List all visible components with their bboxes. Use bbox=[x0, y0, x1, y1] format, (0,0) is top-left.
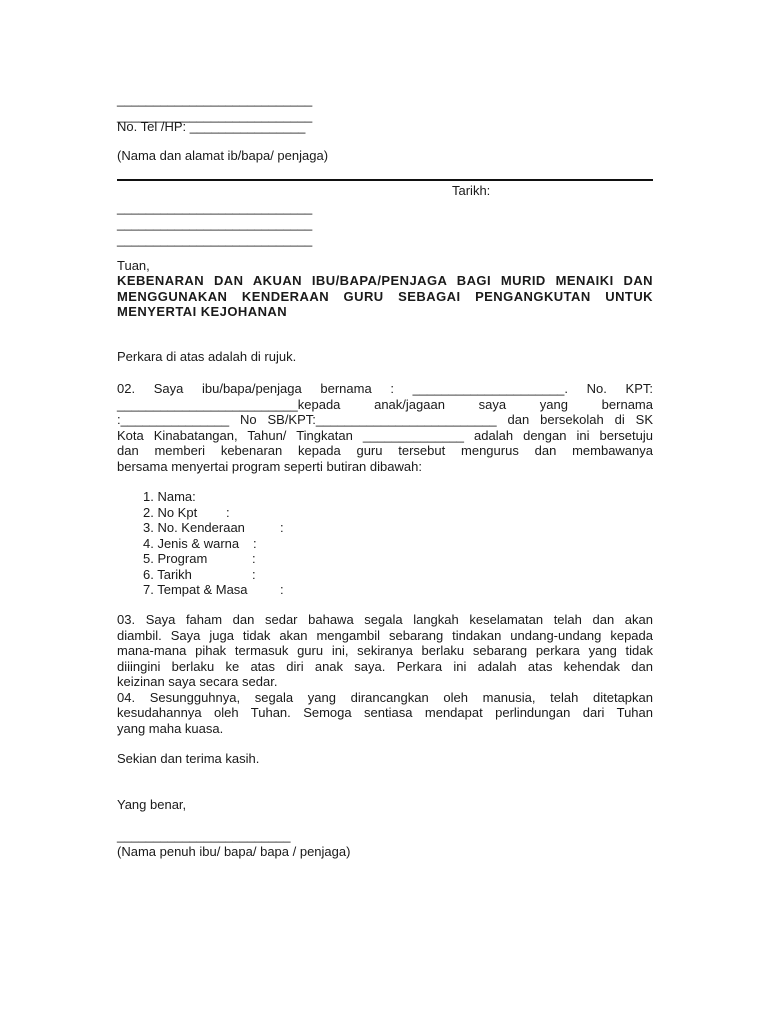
list-item bbox=[143, 582, 284, 598]
para-02-line-1: 02. Saya ibu/bapa/penjaga bernama : _____________________. No. KPT: bbox=[117, 381, 653, 396]
details-list bbox=[143, 489, 284, 598]
sender-address-line-1: ___________________________ bbox=[117, 92, 313, 107]
list-item bbox=[143, 567, 284, 583]
subject-line-2: MENGGUNAKAN KENDERAAN GURU SEBAGAI PENGANGKUTAN UNTUK bbox=[117, 288, 653, 304]
para-02-line-6: bersama menyertai program seperti butiran dibawah: bbox=[117, 458, 422, 474]
para-03-line-2: diambil. Saya juga tidak akan mengambil sebarang tindakan undang-undang kepada bbox=[117, 627, 653, 643]
item-label: 5. Program bbox=[143, 551, 208, 566]
signature-caption: (Nama penuh ibu/ bapa/ bapa / penjaga) bbox=[117, 844, 351, 859]
para-04-line-2: kesudahannya oleh Tuhan. Semoga sentiasa mendapat perlindungan dari Tuhan bbox=[117, 705, 653, 720]
para-03-line-3: mana-mana pihak termasuk guru ini, sekiranya berlaku sebarang perkara yang tidak bbox=[117, 643, 653, 658]
subject-line-3: MENYERTAI KEJOHANAN bbox=[117, 304, 288, 319]
para-02-line-5: dan memberi kebenaran kepada guru tersebut mengurus dan membawanya bbox=[117, 443, 653, 458]
sender-caption: (Nama dan alamat ib/bapa/ penjaga) bbox=[117, 148, 329, 163]
para-04-line-3: yang maha kuasa. bbox=[117, 720, 224, 736]
sender-phone: No. Tel /HP: ________________ bbox=[117, 119, 306, 134]
salutation: Tuan, bbox=[117, 258, 150, 273]
para-03-line-4: diiingini berlaku ke atas diri anak saya. Perkara ini adalah atas kehendak dan bbox=[117, 658, 653, 674]
separator-rule bbox=[117, 179, 653, 181]
list-item bbox=[143, 505, 284, 521]
item-separator: : bbox=[192, 489, 196, 504]
list-item bbox=[143, 489, 284, 505]
date-label: Tarikh: bbox=[452, 183, 491, 198]
item-label: 7. Tempat & Masa bbox=[143, 582, 248, 597]
subject-line-1: KEBENARAN DAN AKUAN IBU/BAPA/PENJAGA BAGI MURID MENAIKI DAN bbox=[117, 273, 653, 288]
list-item bbox=[143, 551, 284, 567]
item-label: 1. Nama bbox=[143, 489, 193, 504]
item-label: 2. No Kpt bbox=[143, 504, 198, 520]
para-02-line-2: _________________________kepada anak/jagaan saya yang bernama bbox=[117, 396, 653, 412]
item-separator: : bbox=[252, 566, 256, 582]
item-label: 3. No. Kenderaan bbox=[143, 520, 245, 535]
para-02-line-4: Kota Kinabatangan, Tahun/ Tingkatan ______________ adalah dengan ini bersetuju bbox=[117, 427, 653, 443]
recipient-line-3: ___________________________ bbox=[117, 232, 313, 247]
item-label: 6. Tarikh bbox=[143, 566, 192, 582]
recipient-line-2: ___________________________ bbox=[117, 216, 313, 231]
para-04-line-1: 04. Sesungguhnya, segala yang dirancangkan oleh manusia, telah ditetapkan bbox=[117, 689, 653, 705]
recipient-line-1: ___________________________ bbox=[117, 200, 313, 215]
list-item bbox=[143, 536, 284, 552]
closing-text: Sekian dan terima kasih. bbox=[117, 751, 260, 766]
item-separator: : bbox=[253, 535, 257, 551]
sign-off: Yang benar, bbox=[117, 797, 187, 812]
item-separator: : bbox=[252, 551, 256, 566]
signature-line: ________________________ bbox=[117, 828, 291, 843]
para-03-line-1: 03. Saya faham dan sedar bahawa segala langkah keselamatan telah dan akan bbox=[117, 612, 653, 627]
para-02-line-3: :_______________ No SB/KPT:_________________________ dan bersekolah di SK bbox=[117, 412, 653, 427]
para-03-line-5: keizinan saya secara sedar. bbox=[117, 674, 278, 689]
sender-address-line-2: ___________________________ bbox=[117, 108, 313, 123]
reference-text: Perkara di atas adalah di rujuk. bbox=[117, 349, 297, 364]
list-item bbox=[143, 520, 284, 536]
item-separator: : bbox=[280, 582, 284, 597]
item-separator: : bbox=[280, 520, 284, 535]
item-label: 4. Jenis & warna bbox=[143, 535, 240, 551]
item-separator: : bbox=[226, 504, 230, 520]
